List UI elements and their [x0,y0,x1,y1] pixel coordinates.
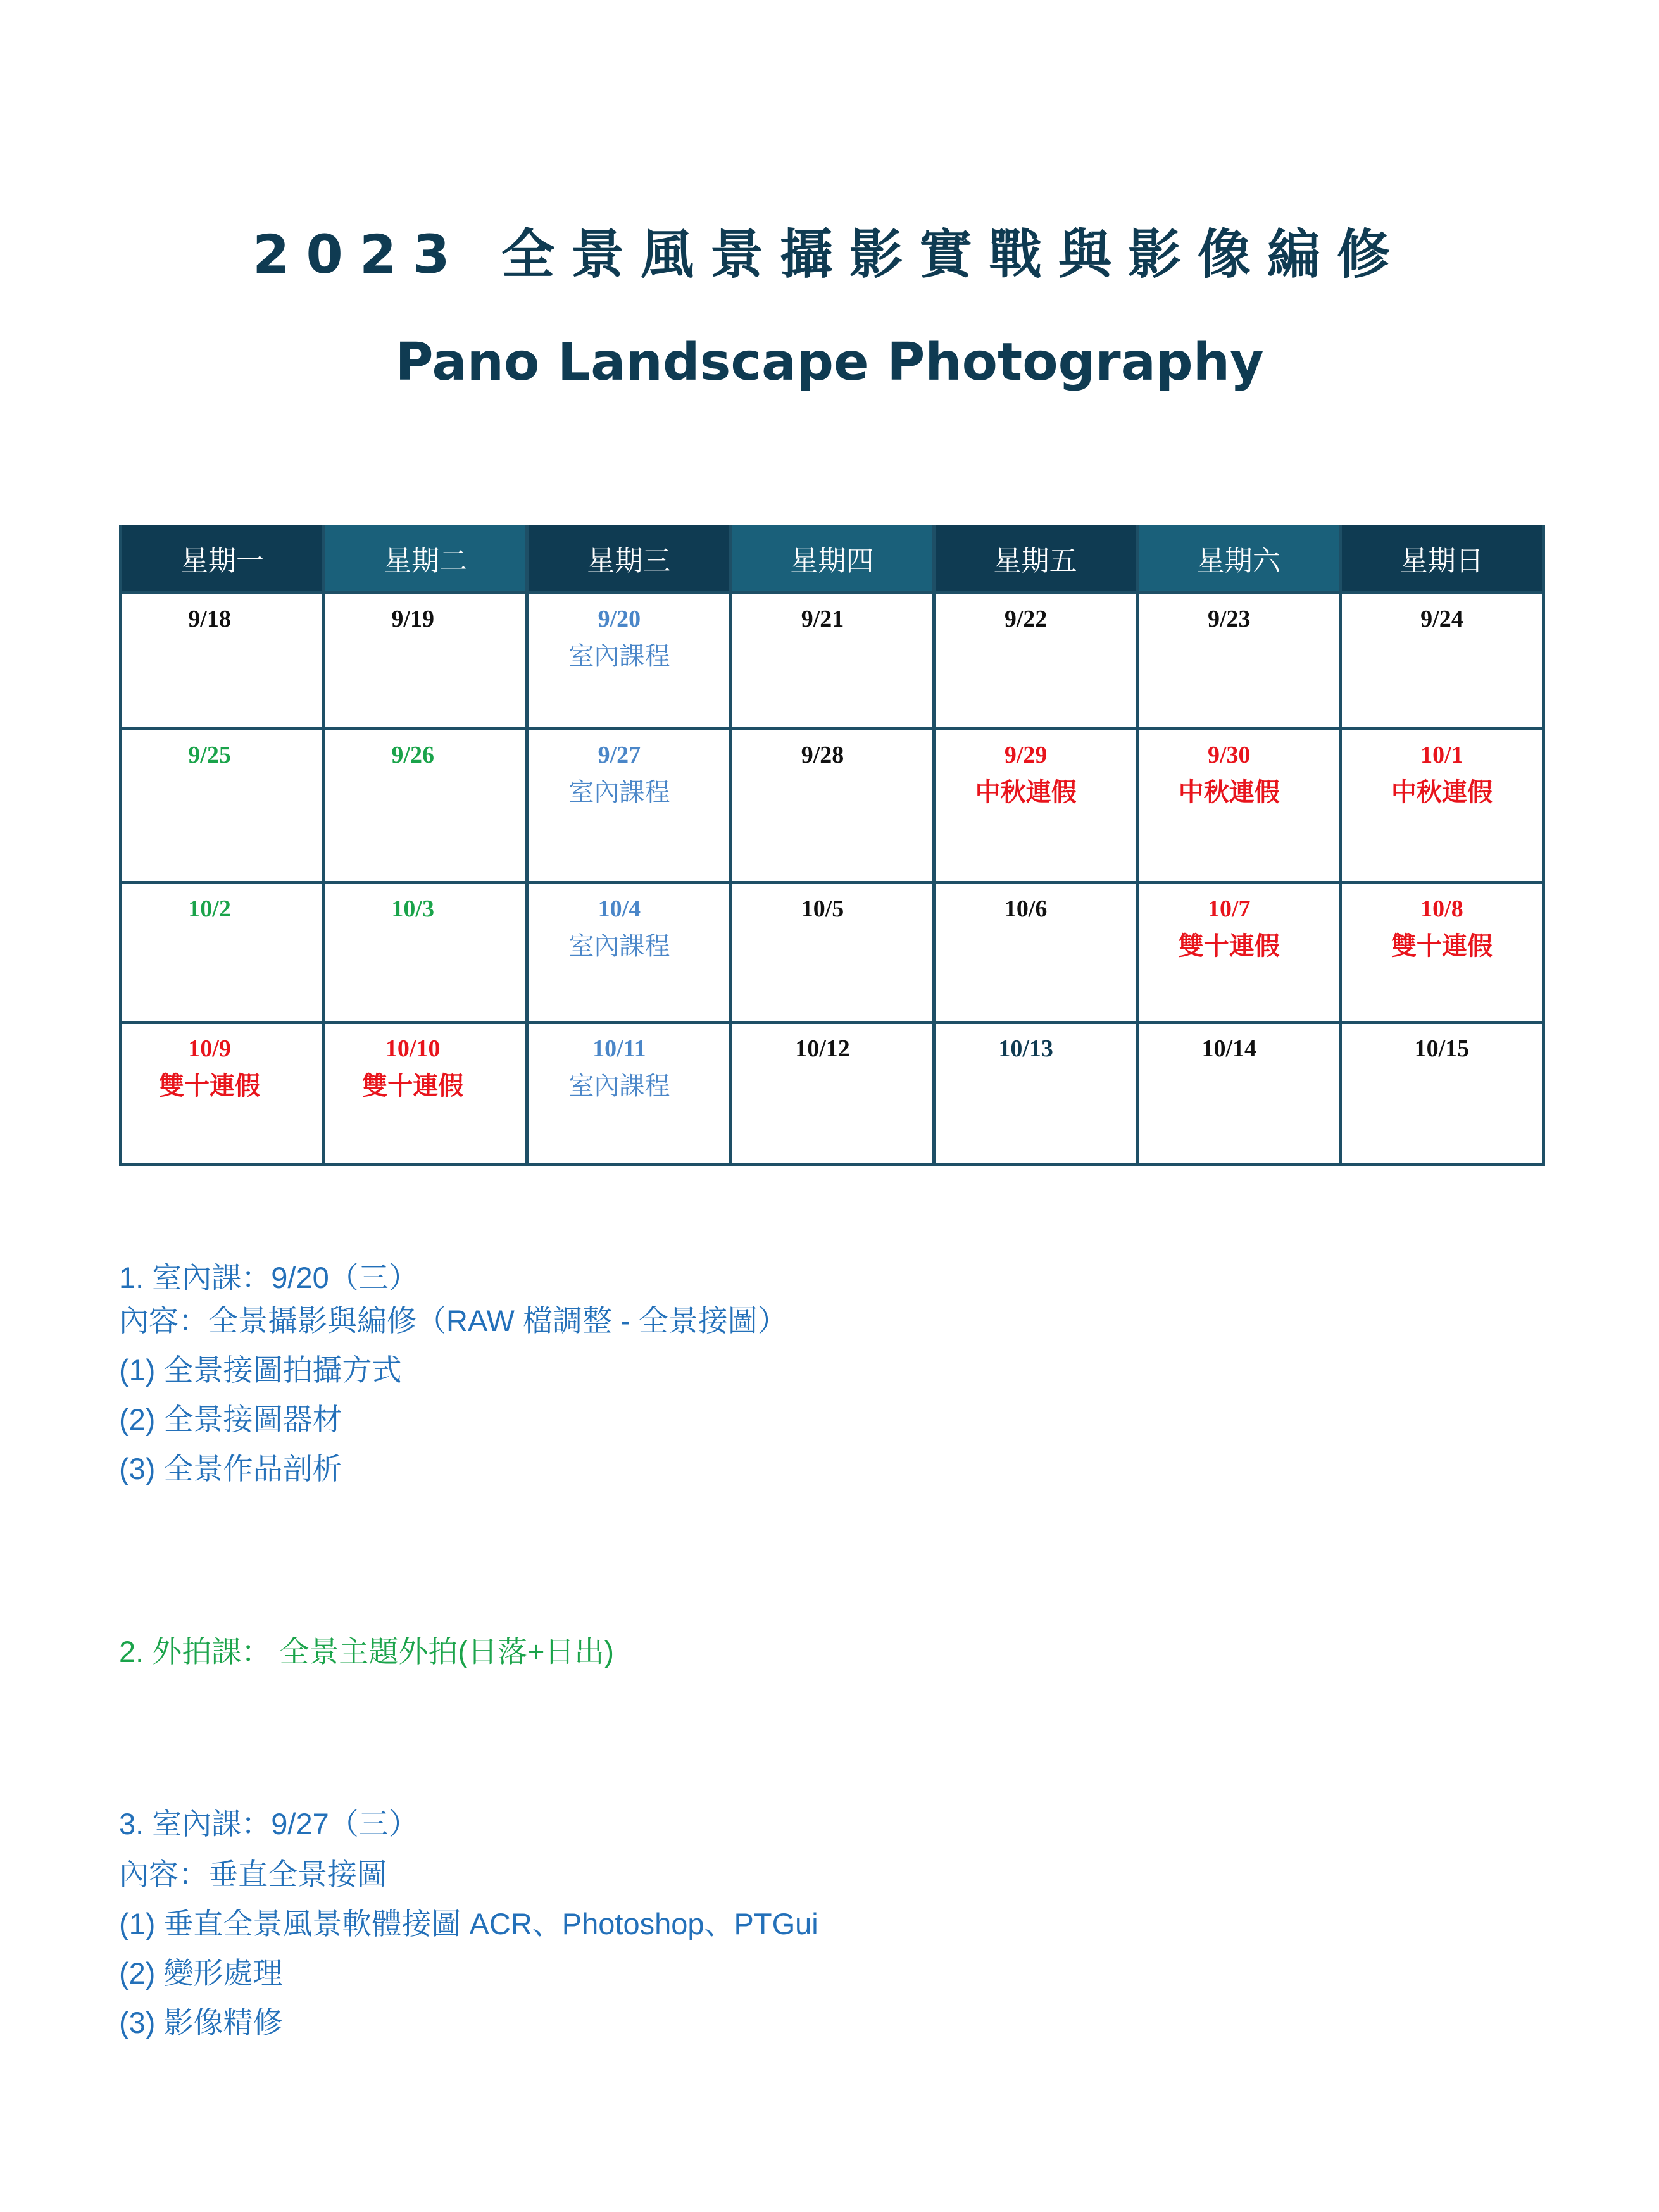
holiday-label: 雙十連假 [1178,932,1280,961]
class-label: 室內課程 [568,1072,670,1101]
day-date: 10/12 [795,1035,850,1062]
class-label: 室內課程 [568,932,670,961]
section-1-item: (1) 全景接圖拍攝方式 [119,1353,402,1387]
day-date: 9/28 [801,742,844,768]
day-date: 9/21 [801,606,844,632]
holiday-label: 雙十連假 [1391,932,1493,961]
section-3-item: (3) 影像精修 [119,2006,283,2039]
section-2-heading: 2. 外拍課： 全景主題外拍(日落+日出) [119,1635,615,1668]
day-date: 10/1 [1420,742,1463,768]
day-date: 9/24 [1420,606,1463,632]
calendar-day-cell [1340,593,1543,729]
calendar-day-cell [1340,729,1543,883]
day-date: 10/13 [998,1035,1053,1062]
day-date: 9/27 [598,742,641,768]
calendar-day-cell [121,1023,324,1165]
calendar-day-cell [730,883,934,1023]
day-date: 10/4 [598,896,641,922]
calendar-week-row [121,883,1544,1023]
weekday-friday: 星期五 [934,525,1137,593]
day-date: 10/14 [1201,1035,1257,1062]
calendar-day-cell [121,593,324,729]
day-date: 10/5 [801,896,844,922]
day-date: 9/18 [188,606,231,632]
calendar-day-cell [934,1023,1137,1165]
section-1-content: 內容：全景攝影與編修（RAW 檔調整 - 全景接圖） [119,1304,787,1337]
calendar-day-cell [1137,729,1340,883]
holiday-label: 雙十連假 [362,1072,464,1101]
section-1-heading: 1. 室內課：9/20（三） [119,1261,418,1294]
section-1-item: (2) 全景接圖器材 [119,1403,342,1436]
day-date: 9/22 [1004,606,1048,632]
class-label: 室內課程 [568,642,670,671]
holiday-label: 中秋連假 [1178,778,1280,807]
section-3-item: (2) 變形處理 [119,1956,283,1990]
day-date: 10/8 [1420,896,1463,922]
day-date: 9/23 [1207,606,1251,632]
class-label: 室內課程 [568,778,670,807]
holiday-label: 中秋連假 [1391,778,1493,807]
calendar-day-cell [1137,883,1340,1023]
weekday-monday: 星期一 [121,525,324,593]
weekday-header-row [121,525,1544,593]
day-date: 10/11 [592,1035,646,1062]
calendar-week-row [121,1023,1544,1165]
calendar-day-cell [324,593,527,729]
holiday-label: 中秋連假 [975,778,1077,807]
calendar-day-cell [324,883,527,1023]
calendar-day-cell [730,1023,934,1165]
calendar-day-cell [934,729,1137,883]
weekday-saturday: 星期六 [1137,525,1340,593]
calendar-week-row [121,729,1544,883]
day-date: 9/25 [188,742,231,768]
weekday-thursday: 星期四 [730,525,934,593]
page-subtitle: Pano Landscape Photography [395,332,1264,392]
calendar-day-cell [121,883,324,1023]
day-date: 9/26 [391,742,434,768]
calendar-day-cell [324,1023,527,1165]
day-date: 9/19 [391,606,434,632]
calendar-day-cell [934,593,1137,729]
calendar-day-cell [527,729,730,883]
calendar-day-cell [1340,1023,1543,1165]
page-title: 2023 全景風景攝影實戰與影像編修 [252,223,1407,285]
day-date: 9/29 [1004,742,1048,768]
day-date: 9/20 [598,606,641,632]
holiday-label: 雙十連假 [159,1072,261,1101]
calendar-day-cell [1137,593,1340,729]
day-date: 10/9 [188,1035,231,1062]
weekday-wednesday: 星期三 [527,525,730,593]
calendar-day-cell [527,1023,730,1165]
day-date: 10/7 [1207,896,1251,922]
calendar-table [119,525,1545,1166]
day-date: 9/30 [1207,742,1251,768]
section-3-item: (1) 垂直全景風景軟體接圖 ACR、Photoshop、PTGui [119,1907,818,1940]
day-date: 10/2 [188,896,231,922]
day-date: 10/6 [1004,896,1048,922]
calendar-day-cell [1340,883,1543,1023]
calendar-week-row [121,593,1544,729]
weekday-sunday: 星期日 [1340,525,1543,593]
calendar-body [121,593,1544,1165]
day-date: 10/3 [391,896,434,922]
calendar-day-cell [934,883,1137,1023]
section-3-content: 內容：垂直全景接圖 [119,1858,387,1891]
calendar-day-cell [121,729,324,883]
calendar-day-cell [527,593,730,729]
calendar-day-cell [730,729,934,883]
day-date: 10/15 [1414,1035,1470,1062]
calendar-day-cell [527,883,730,1023]
day-date: 10/10 [385,1035,441,1062]
calendar-day-cell [730,593,934,729]
weekday-tuesday: 星期二 [324,525,527,593]
calendar-day-cell [324,729,527,883]
calendar-day-cell [1137,1023,1340,1165]
section-1-item: (3) 全景作品剖析 [119,1452,342,1485]
section-3-heading: 3. 室內課：9/27（三） [119,1807,418,1840]
